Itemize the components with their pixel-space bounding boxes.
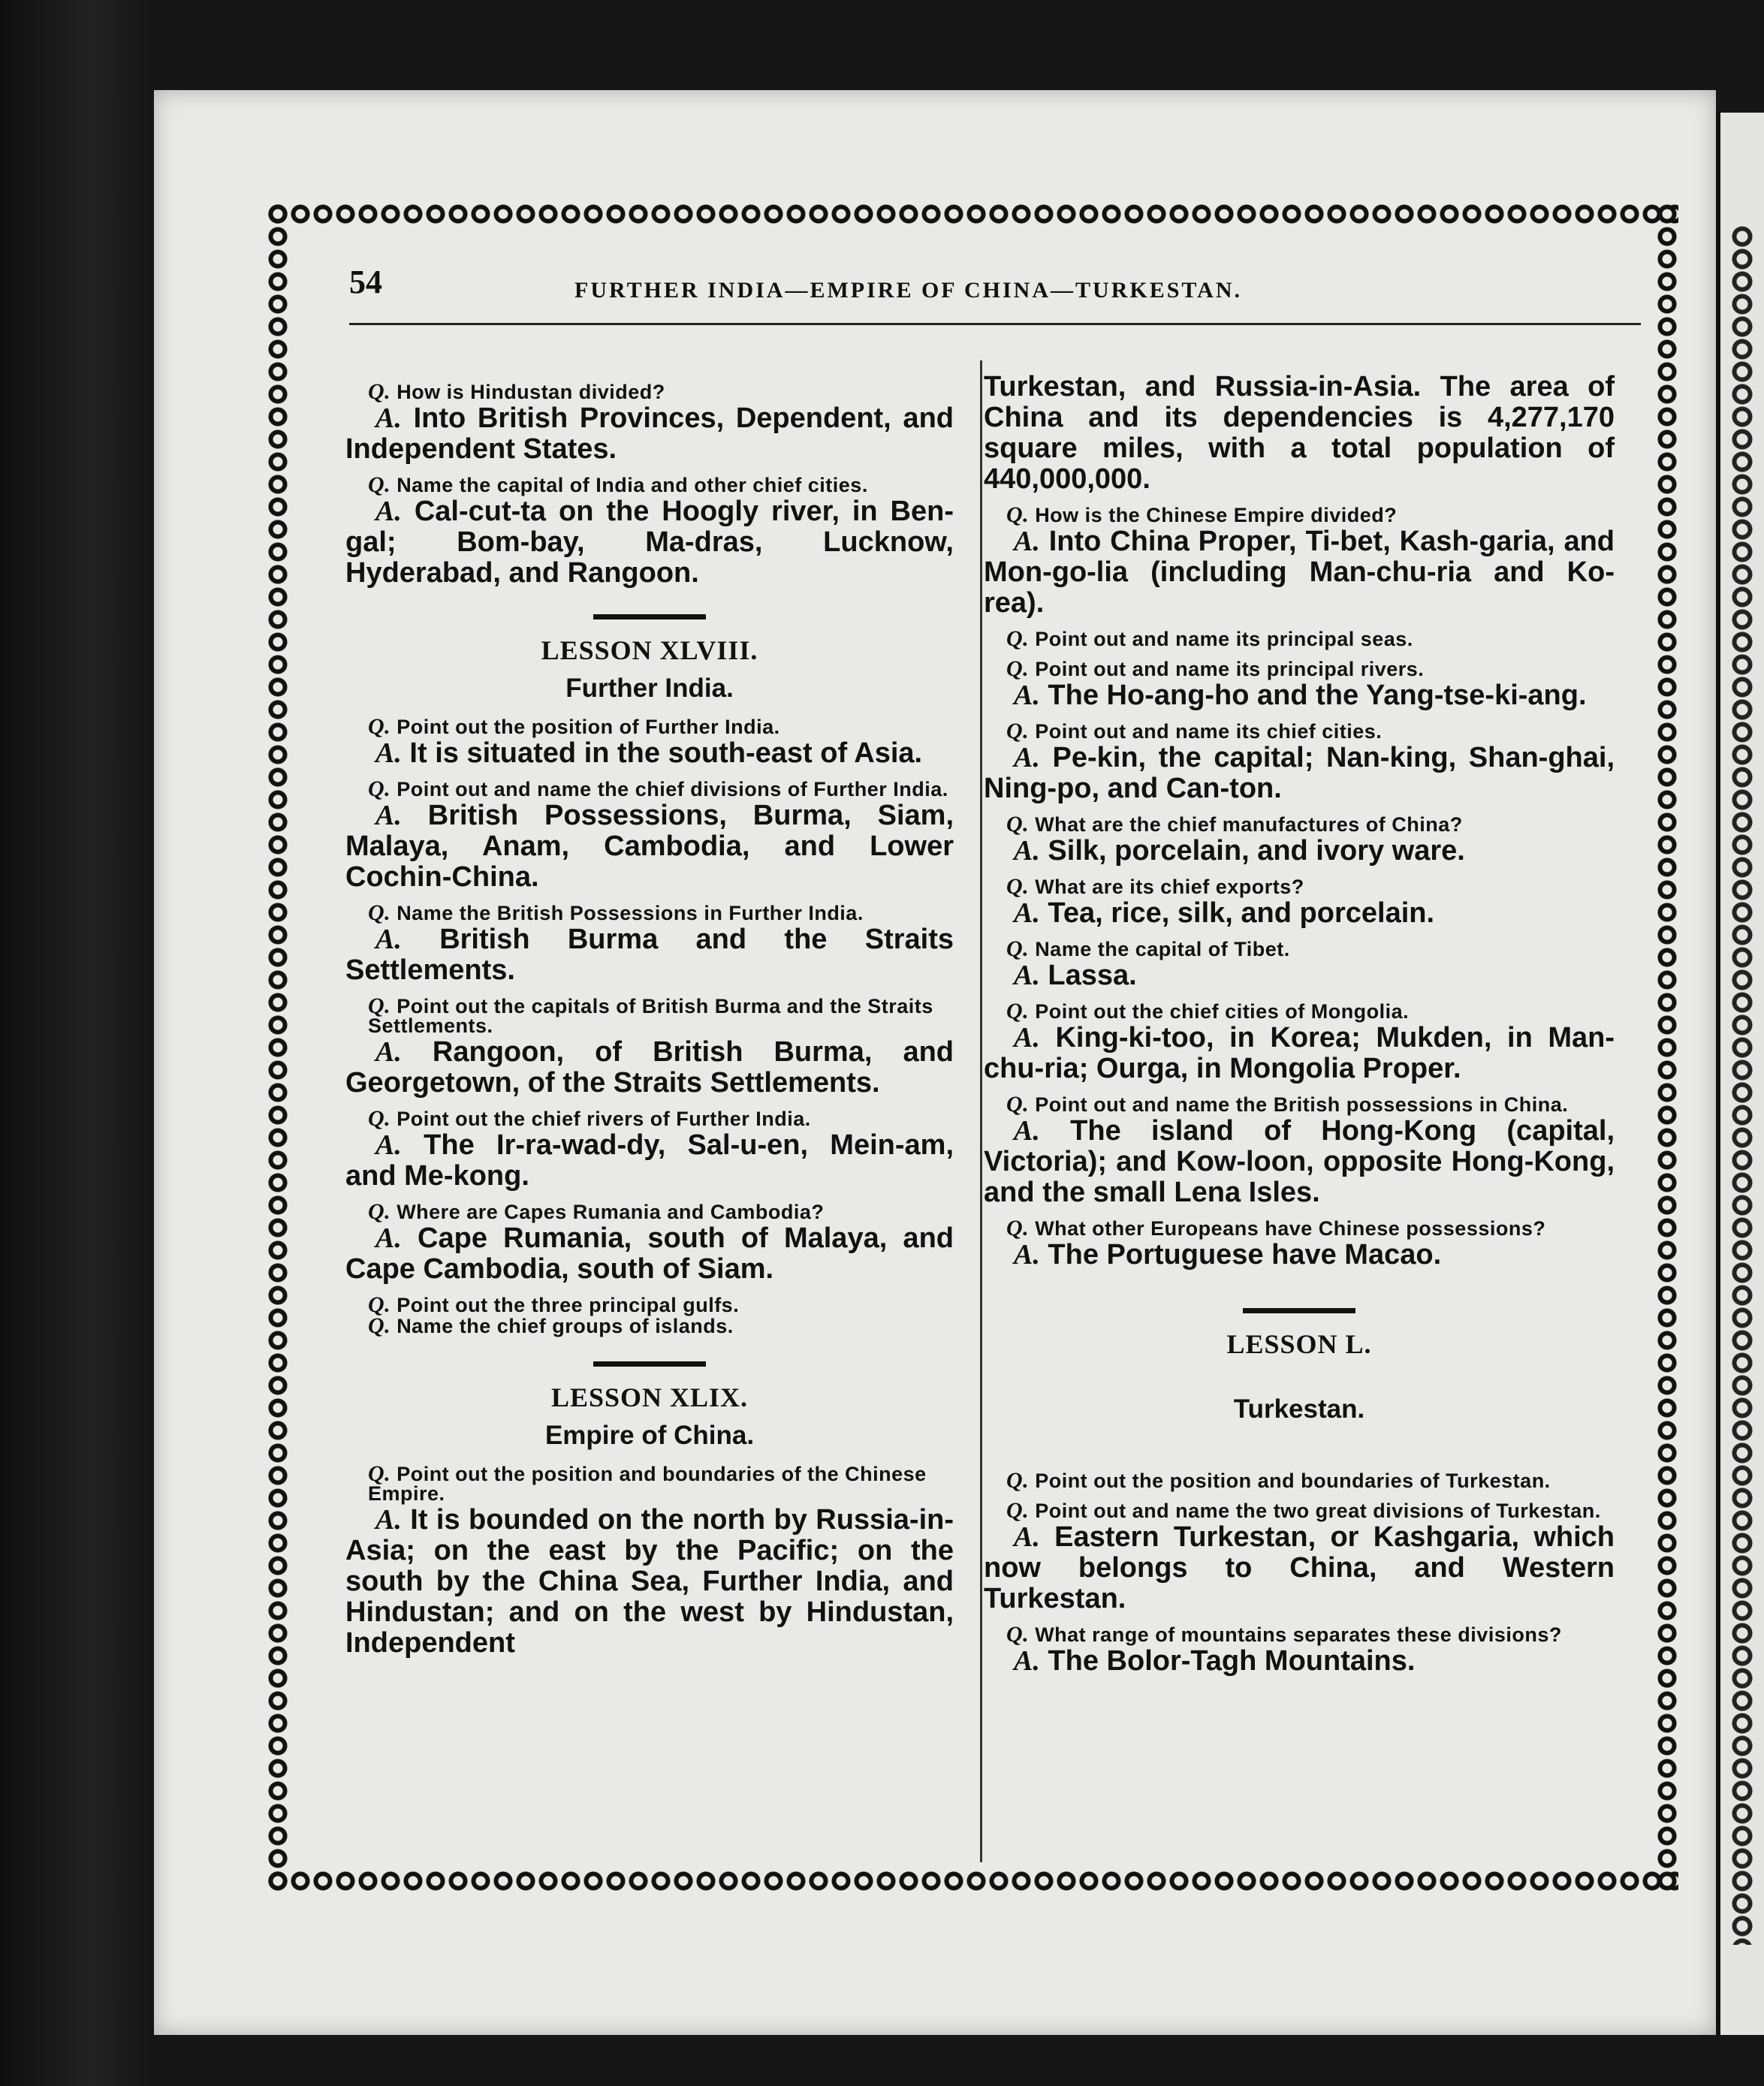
question: Q. Point out and name the chief divisions of Further India. (368, 776, 948, 801)
answer: A. Pe-kin, the capital; Nan-king, Shan-ghai, Ning-po, and Can-ton. (984, 742, 1615, 804)
border-bottom (267, 1870, 1678, 1892)
answer: A. Into China Proper, Ti-bet, Kash-garia, and Mon-go-lia (including Man-chu-ria and Ko-rea). (984, 526, 1615, 619)
question: Q. Point out the capitals of British Burma and the Straits Settlements. (368, 993, 933, 1037)
answer: A. The Ho-ang-ho and the Yang-tse-ki-ang. (1014, 680, 1587, 711)
answer: A. The Portuguese have Macao. (1014, 1239, 1442, 1271)
left-column (345, 372, 954, 1662)
question: Q. Point out and name its chief cities. (1006, 719, 1383, 743)
question: Q. Point out the position of Further India. (368, 714, 780, 739)
answer: A. Eastern Turkestan, or Kashgaria, which now belongs to China, and Western Turkestan. (984, 1521, 1615, 1614)
answer: A. The island of Hong-Kong (capital, Victoria); and Kow-loon, opposite Hong-Kong, and the small Lena Isles. (984, 1115, 1615, 1208)
question: Q. What other Europeans have Chinese possessions? (1006, 1216, 1546, 1240)
lesson-title: LESSON XLVIII. (541, 635, 758, 665)
question: Q. Point out and name the British possessions in China. (1006, 1092, 1569, 1117)
lesson-title: LESSON L. (1226, 1329, 1372, 1359)
section-divider (1243, 1308, 1355, 1313)
border-top (267, 203, 1678, 225)
answer: A. King-ki-too, in Korea; Mukden, in Man-chu-ria; Ourga, in Mongolia Proper. (984, 1022, 1615, 1084)
question: Q. Point out and name the two great divisions of Turkestan. (1006, 1498, 1601, 1523)
answer: A. Lassa. (1014, 960, 1137, 991)
running-head: FURTHER INDIA—EMPIRE OF CHINA—TURKESTAN. (574, 278, 1242, 303)
section-divider (593, 614, 706, 619)
lesson-subtitle: Further India. (565, 674, 734, 703)
answer: A. It is bounded on the north by Russia-in-Asia; on the east by the Pacific; on the south by the China Sea, Further India, and Hindustan; and on the west by Hindustan, Independent (345, 1504, 954, 1659)
page-header (349, 263, 1641, 325)
border-right (1656, 203, 1678, 1892)
answer: A. Rangoon, of British Burma, and Georgetown, of the Straits Settlements. (345, 1036, 954, 1099)
question: Q. Point out the three principal gulfs. (368, 1292, 740, 1317)
question: Q. Point out and name its principal seas. (1006, 626, 1413, 651)
right-column (984, 372, 1615, 1680)
question: Q. Name the capital of Tibet. (1006, 936, 1290, 961)
answer: A. Cal-cut-ta on the Hoogly river, in Ben-gal; Bom-bay, Ma-dras, Lucknow, Hyderabad, and Rangoon. (345, 496, 954, 589)
answer: A. Cape Rumania, south of Malaya, and Cape Cambodia, south of Siam. (345, 1222, 954, 1285)
answer: A. British Burma and the Straits Settlements. (345, 924, 954, 986)
question: Q. Point out the position and boundaries of the Chinese Empire. (368, 1461, 927, 1505)
question: Q. How is the Chinese Empire divided? (1006, 502, 1398, 527)
lesson-subtitle: Turkestan. (1233, 1394, 1365, 1424)
question: Q. How is Hindustan divided? (368, 379, 665, 404)
answer: A. Into British Provinces, Dependent, and Independent States. (345, 402, 954, 465)
question: Q. Where are Capes Rumania and Cambodia? (368, 1199, 825, 1224)
lesson-subtitle: Empire of China. (544, 1421, 755, 1450)
border-left (267, 203, 289, 1892)
question: Q. Point out the chief cities of Mongolia. (1006, 999, 1410, 1023)
question: Q. Name the British Possessions in Further India. (368, 900, 864, 925)
question: Q. Name the chief groups of islands. (368, 1313, 734, 1338)
lesson-title: LESSON XLIX. (550, 1382, 749, 1412)
continued-answer: Turkestan, and Russia-in-Asia. The area of China and its dependencies is 4,277,170 square miles, with a total population of 440,000,000. (984, 371, 1615, 495)
page-number: 54 (349, 264, 382, 300)
question: Q. Point out the chief rivers of Further India. (368, 1106, 811, 1131)
column-divider (980, 360, 982, 1862)
answer: A. The Ir-ra-wad-dy, Sal-u-en, Mein-am, and Me-kong. (345, 1129, 954, 1192)
answer: A. It is situated in the south-east of Asia. (375, 737, 923, 769)
question: Q. Point out the position and boundaries of Turkestan. (1006, 1468, 1551, 1493)
answer: A. Tea, rice, silk, and porcelain. (1014, 897, 1435, 929)
question: Q. Name the capital of India and other chief cities. (368, 472, 868, 497)
adjacent-page-border (1727, 225, 1757, 1945)
question: Q. What are the chief manufactures of China? (1006, 812, 1463, 837)
section-divider (593, 1361, 706, 1367)
question: Q. Point out and name its principal rivers. (1006, 656, 1425, 681)
answer: A. Silk, porcelain, and ivory ware. (1014, 835, 1465, 867)
answer: A. The Bolor-Tagh Mountains. (1014, 1645, 1416, 1677)
answer: A. British Possessions, Burma, Siam, Malaya, Anam, Cambodia, and Lower Cochin-China. (345, 800, 954, 893)
question: Q. What range of mountains separates these divisions? (1006, 1622, 1562, 1647)
question: Q. What are its chief exports? (1006, 874, 1304, 899)
